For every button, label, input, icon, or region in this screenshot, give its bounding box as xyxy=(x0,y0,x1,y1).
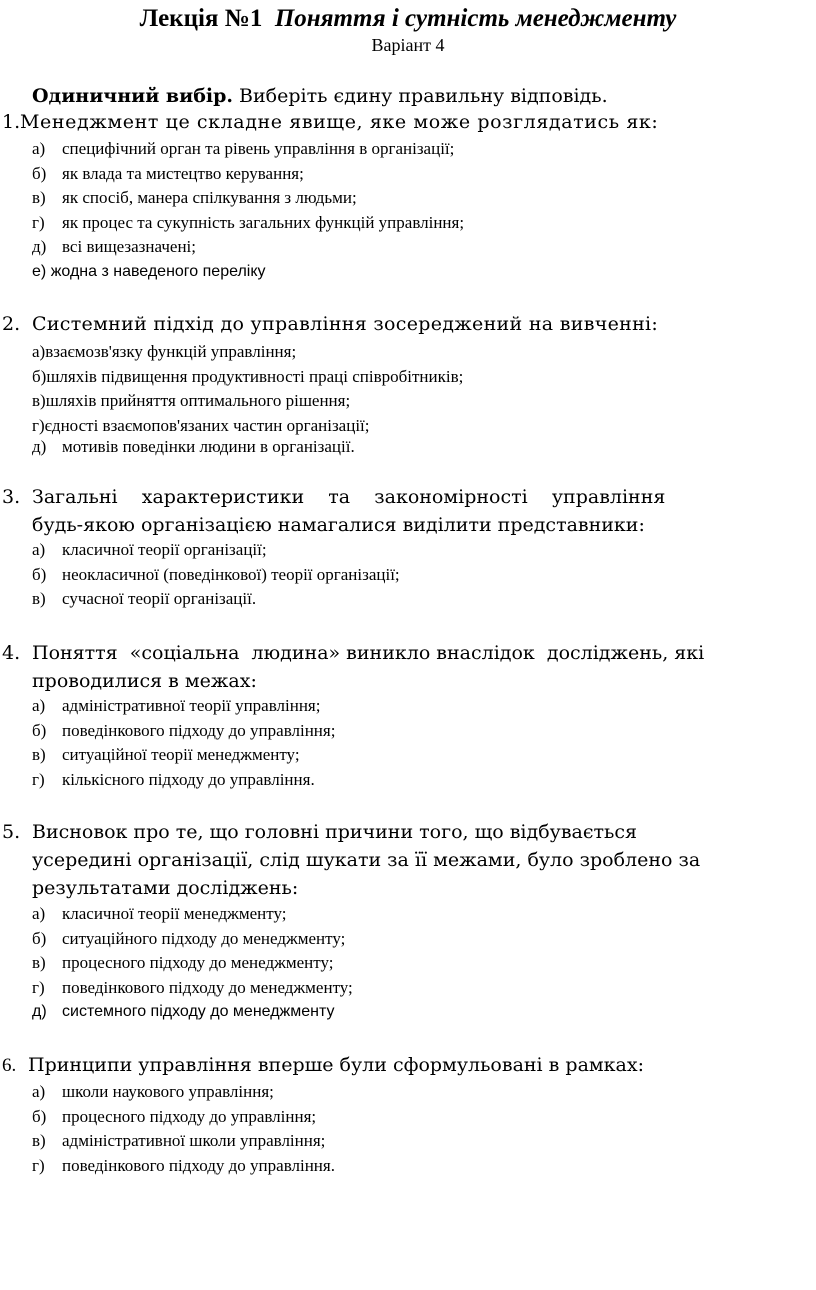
answer-option xyxy=(32,365,463,390)
lecture-topic: Поняття і сутність менеджменту xyxy=(274,5,677,32)
answer-letter: г) xyxy=(32,415,45,435)
answer-text: адміністративної школи управління; xyxy=(62,1131,326,1150)
answer-option xyxy=(32,902,286,927)
answer-text: системного підходу до менеджменту xyxy=(62,1003,335,1020)
answer-text: класичної теорії менеджменту; xyxy=(62,904,287,923)
answer-letter: б) xyxy=(32,366,47,386)
answer-option xyxy=(32,538,267,563)
answer-option xyxy=(32,1105,316,1130)
answer-letter: в) xyxy=(32,745,46,764)
answer-option xyxy=(32,563,400,588)
answer-text: поведінкового підходу до менеджменту; xyxy=(62,977,353,997)
answer-option xyxy=(32,743,300,768)
answer-letter: а) xyxy=(32,1082,46,1101)
question-text: Системний підхід до управління зосереджений на вивченні: xyxy=(32,313,659,335)
question-text-line: будь-якою організацією намагалися виділити представники: xyxy=(32,514,645,536)
question-text-line: проводилися в межах: xyxy=(32,670,257,692)
answer-text: кількісного підходу до управління. xyxy=(62,769,315,789)
question-2 xyxy=(0,311,816,338)
answer-text: поведінкового підходу до управління. xyxy=(62,1155,335,1175)
answer-text: шляхів підвищення продуктивності праці співробітників; xyxy=(46,366,464,386)
answer-option xyxy=(32,976,353,1001)
answer-text: всі вищезазначені; xyxy=(62,237,196,256)
answer-option xyxy=(32,260,266,285)
answer-option xyxy=(32,162,304,187)
answer-letter: а) xyxy=(32,342,46,361)
answer-text: сучасної теорії організації. xyxy=(62,589,257,608)
answer-text: як процес та сукупність загальних функцій управління; xyxy=(62,212,465,232)
variant-label: Варіант 4 xyxy=(371,35,445,55)
question-text-line: Загальні характеристики та закономірності управління xyxy=(32,486,666,508)
answer-letter: а) xyxy=(32,540,46,559)
answer-letter: б) xyxy=(32,564,47,584)
answer-text: специфічний орган та рівень управління в організації; xyxy=(62,139,455,158)
answer-text: поведінкового підходу до управління; xyxy=(62,720,336,740)
answer-text: жодна з наведеного переліку xyxy=(50,262,266,280)
answer-text: взаємозв'язку функцій управління; xyxy=(45,342,297,361)
answer-text: адміністративної теорії управління; xyxy=(62,696,321,715)
question-number: 5. xyxy=(2,821,21,843)
instruction-bold: Одиничний вибір. xyxy=(32,85,234,107)
question-number: 6. xyxy=(2,1055,17,1076)
question-text-line: усередині організації, слід шукати за її межами, було зроблено за xyxy=(32,849,701,871)
question-number: 2. xyxy=(2,313,21,335)
answer-letter: б) xyxy=(32,1106,47,1126)
question-6 xyxy=(0,1052,816,1079)
answer-option xyxy=(32,389,350,414)
question-4 xyxy=(0,640,816,696)
instruction-text: Виберіть єдину правильну відповідь. xyxy=(233,85,608,107)
question-number: 3. xyxy=(2,486,21,508)
answer-option xyxy=(32,186,357,211)
answer-text: як спосіб, манера спілкування з людьми; xyxy=(62,188,357,207)
answer-letter: в) xyxy=(32,1131,46,1150)
answer-option xyxy=(32,1129,325,1154)
answer-option xyxy=(32,211,464,236)
answer-text: ситуаційної теорії менеджменту; xyxy=(62,745,300,764)
answer-letter: б) xyxy=(32,163,47,183)
answer-letter: в) xyxy=(32,188,46,207)
answer-option xyxy=(32,694,320,719)
answer-option xyxy=(32,1000,335,1025)
answer-option xyxy=(32,137,454,162)
answer-text: класичної теорії організації; xyxy=(62,540,267,559)
answer-letter: в) xyxy=(32,589,46,608)
answer-letter: е) xyxy=(32,262,47,280)
answer-text: шляхів прийняття оптимального рішення; xyxy=(45,391,351,410)
answer-option xyxy=(32,435,355,460)
answer-letter: д) xyxy=(32,237,47,256)
answer-letter: в) xyxy=(32,391,46,410)
answer-option xyxy=(32,951,333,976)
answer-option xyxy=(32,1154,335,1179)
question-number: 1. xyxy=(2,111,21,133)
answer-option xyxy=(32,340,296,365)
answer-text: єдності взаємопов'язаних частин організації; xyxy=(44,415,370,435)
answer-letter: в) xyxy=(32,953,46,972)
question-3 xyxy=(0,484,816,540)
answer-option xyxy=(32,768,315,793)
lecture-number: Лекція №1 xyxy=(139,5,263,32)
answer-option xyxy=(32,587,256,612)
question-text-line: Поняття «соціальна людина» виникло внаслідок досліджень, які xyxy=(32,642,705,664)
question-text: Менеджмент це складне явище, яке може розглядатись як: xyxy=(20,111,659,133)
answer-text: ситуаційного підходу до менеджменту; xyxy=(62,928,346,948)
answer-letter: г) xyxy=(32,1155,45,1175)
question-text: Принципи управління вперше були сформульовані в рамках: xyxy=(28,1054,644,1076)
answer-option xyxy=(32,719,335,744)
question-1 xyxy=(0,109,816,136)
question-text-line: результатами досліджень: xyxy=(32,877,299,899)
page-title xyxy=(0,4,816,34)
question-text-line: Висновок про те, що головні причини того, що відбувається xyxy=(32,821,637,843)
answer-letter: а) xyxy=(32,904,46,923)
answer-letter: б) xyxy=(32,720,47,740)
answer-option xyxy=(32,927,345,952)
answer-letter: г) xyxy=(32,212,45,232)
answer-text: як влада та мистецтво керування; xyxy=(62,163,304,183)
answer-letter: г) xyxy=(32,977,45,997)
answer-text: процесного підходу до управління; xyxy=(62,1106,317,1126)
answer-text: мотивів поведінки людини в організації. xyxy=(62,437,355,456)
question-5 xyxy=(0,819,816,903)
answer-text: процесного підходу до менеджменту; xyxy=(62,953,334,972)
answer-option xyxy=(32,1080,274,1105)
instruction xyxy=(32,84,608,108)
answer-option xyxy=(32,235,196,260)
answer-letter: г) xyxy=(32,769,45,789)
question-number: 4. xyxy=(2,642,21,664)
answer-letter: а) xyxy=(32,696,46,715)
answer-letter: а) xyxy=(32,139,46,158)
answer-letter: б) xyxy=(32,928,47,948)
answer-text: школи наукового управління; xyxy=(62,1082,274,1101)
answer-text: неокласичної (поведінкової) теорії організації; xyxy=(62,564,400,584)
answer-letter: д) xyxy=(32,1003,47,1020)
answer-letter: д) xyxy=(32,437,47,456)
